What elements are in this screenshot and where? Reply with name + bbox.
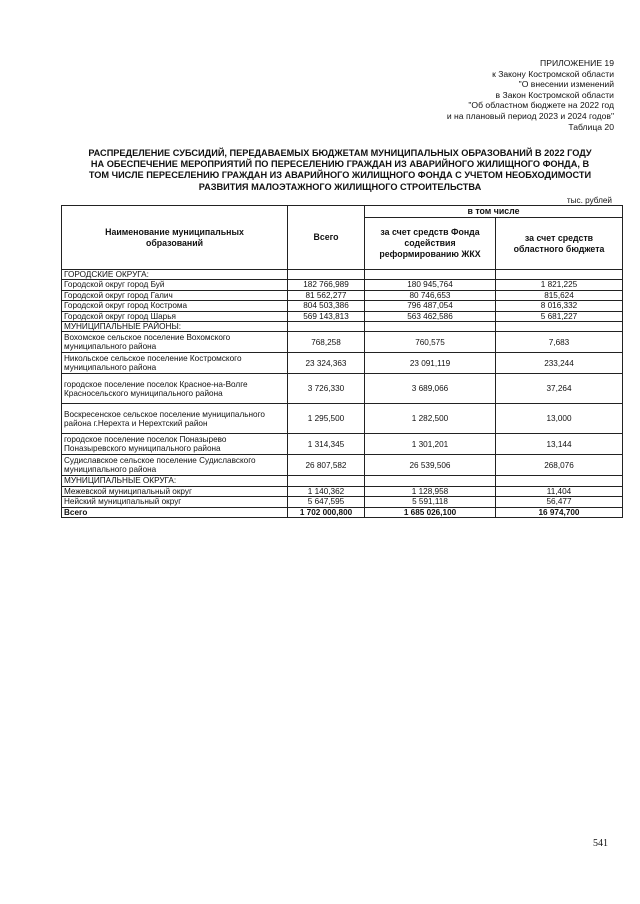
total-value: 768,258 — [288, 332, 365, 353]
regional-value: 37,264 — [496, 374, 623, 404]
table-row — [62, 374, 623, 404]
fund-value: 796 487,054 — [365, 301, 496, 311]
title-line: РАЗВИТИЯ МАЛОЭТАЖНОГО ЖИЛИЩНОГО СТРОИТЕЛЬСТВА — [198, 181, 482, 192]
municipality-name: Межевской муниципальный округ — [62, 486, 288, 496]
header-line: ПРИЛОЖЕНИЕ 19 — [540, 58, 614, 68]
table-row — [62, 455, 623, 476]
table-row — [62, 311, 623, 321]
section-row — [62, 476, 623, 486]
fund-value: 760,575 — [365, 332, 496, 353]
regional-value: 7,683 — [496, 332, 623, 353]
regional-value: 16 974,700 — [496, 507, 623, 517]
title-line: ТОМ ЧИСЛЕ ПЕРЕСЕЛЕНИЮ ГРАЖДАН ИЗ АВАРИЙНОГО ЖИЛИЩНОГО ФОНДА С УЧЕТОМ НЕОБХОДИМОСТИ — [88, 170, 592, 181]
regional-value: 815,624 — [496, 290, 623, 300]
document-title — [60, 148, 620, 193]
regional-value: 13,144 — [496, 434, 623, 455]
total-value: 569 143,813 — [288, 311, 365, 321]
empty-cell — [496, 322, 623, 332]
table-row — [62, 497, 623, 507]
table-row — [62, 290, 623, 300]
fund-value: 5 591,118 — [365, 497, 496, 507]
regional-value: 11,404 — [496, 486, 623, 496]
total-value: 1 314,345 — [288, 434, 365, 455]
regional-value: 13,000 — [496, 404, 623, 434]
table-row — [62, 332, 623, 353]
total-value: 182 766,989 — [288, 280, 365, 290]
empty-cell — [365, 270, 496, 280]
total-row — [62, 507, 623, 517]
municipality-name: Городской округ город Шарья — [62, 311, 288, 321]
regional-value: 233,244 — [496, 353, 623, 374]
title-line: НА ОБЕСПЕЧЕНИЕ МЕРОПРИЯТИЙ ПО ПЕРЕСЕЛЕНИЮ ГРАЖДАН ИЗ АВАРИЙНОГО ЖИЛИЩНОГО ФОНДА, В — [90, 159, 590, 170]
fund-value: 1 685 026,100 — [365, 507, 496, 517]
title-line: РАСПРЕДЕЛЕНИЕ СУБСИДИЙ, ПЕРЕДАВАЕМЫХ БЮДЖЕТАМ МУНИЦИПАЛЬНЫХ ОБРАЗОВАНИЙ В 2022 ГОДУ — [88, 148, 592, 158]
fund-value: 80 746,653 — [365, 290, 496, 300]
total-value: 3 726,330 — [288, 374, 365, 404]
empty-cell — [496, 476, 623, 486]
header-line: в Закон Костромской области — [495, 89, 614, 100]
total-value: 23 324,363 — [288, 353, 365, 374]
subsidy-table — [61, 205, 623, 518]
fund-value: 26 539,506 — [365, 455, 496, 476]
table-number: Таблица 20 — [568, 121, 614, 132]
total-value: 5 647,595 — [288, 497, 365, 507]
total-value: 1 140,362 — [288, 486, 365, 496]
municipality-name: Городской округ город Буй — [62, 280, 288, 290]
table-row — [62, 486, 623, 496]
municipality-name: Вохомское сельское поселение Вохомского муниципального района — [62, 332, 288, 353]
page-number: 541 — [593, 838, 608, 849]
table-body — [62, 270, 623, 518]
header-including: в том числе — [365, 206, 623, 218]
regional-value: 56,477 — [496, 497, 623, 507]
table-row — [62, 404, 623, 434]
total-value: 26 807,582 — [288, 455, 365, 476]
header-fund: за счет средств Фонда содействия реформированию ЖКХ — [365, 218, 496, 270]
municipality-name: Нейский муниципальный округ — [62, 497, 288, 507]
section-label: МУНИЦИПАЛЬНЫЕ РАЙОНЫ: — [62, 322, 288, 332]
header-total: Всего — [288, 206, 365, 270]
municipality-name: городское поселение поселок Поназырево Поназыревского муниципального района — [62, 434, 288, 455]
section-label: ГОРОДСКИЕ ОКРУГА: — [62, 270, 288, 280]
fund-value: 1 301,201 — [365, 434, 496, 455]
regional-value: 268,076 — [496, 455, 623, 476]
fund-value: 3 689,066 — [365, 374, 496, 404]
municipality-name: Никольское сельское поселение Костромского муниципального района — [62, 353, 288, 374]
municipality-name: Городской округ город Кострома — [62, 301, 288, 311]
fund-value: 563 462,586 — [365, 311, 496, 321]
total-value: 1 702 000,800 — [288, 507, 365, 517]
empty-cell — [288, 322, 365, 332]
fund-value: 180 945,764 — [365, 280, 496, 290]
appendix-header — [447, 58, 614, 132]
total-value: 1 295,500 — [288, 404, 365, 434]
header-name: Наименование муниципальных образований — [62, 206, 288, 270]
empty-cell — [288, 476, 365, 486]
header-regional: за счет средств областного бюджета — [496, 218, 623, 270]
municipality-name: Городской округ город Галич — [62, 290, 288, 300]
table-row — [62, 434, 623, 455]
header-line: и на плановый период 2023 и 2024 годов" — [446, 110, 614, 121]
empty-cell — [288, 270, 365, 280]
municipality-name: Воскресенское сельское поселение муниципального района г.Нерехта и Нерехтский район — [62, 404, 288, 434]
total-value: 804 503,386 — [288, 301, 365, 311]
fund-value: 23 091,119 — [365, 353, 496, 374]
empty-cell — [496, 270, 623, 280]
regional-value: 5 681,227 — [496, 311, 623, 321]
table-row — [62, 280, 623, 290]
municipality-name: Всего — [62, 507, 288, 517]
units-label: тыс. рублей — [566, 196, 612, 205]
municipality-name: Судиславское сельское поселение Судиславского муниципального района — [62, 455, 288, 476]
header-line: "О внесении изменений — [518, 79, 614, 90]
table-row — [62, 301, 623, 311]
section-row — [62, 322, 623, 332]
regional-value: 1 821,225 — [496, 280, 623, 290]
header-line: к Закону Костромской области — [492, 68, 614, 79]
section-row — [62, 270, 623, 280]
total-value: 81 562,277 — [288, 290, 365, 300]
empty-cell — [365, 476, 496, 486]
fund-value: 1 282,500 — [365, 404, 496, 434]
section-label: МУНИЦИПАЛЬНЫЕ ОКРУГА: — [62, 476, 288, 486]
regional-value: 8 016,332 — [496, 301, 623, 311]
empty-cell — [365, 322, 496, 332]
fund-value: 1 128,958 — [365, 486, 496, 496]
municipality-name: городское поселение поселок Красное-на-Волге Красносельского муниципального района — [62, 374, 288, 404]
header-line: "Об областном бюджете на 2022 год — [468, 100, 614, 111]
table-row — [62, 353, 623, 374]
